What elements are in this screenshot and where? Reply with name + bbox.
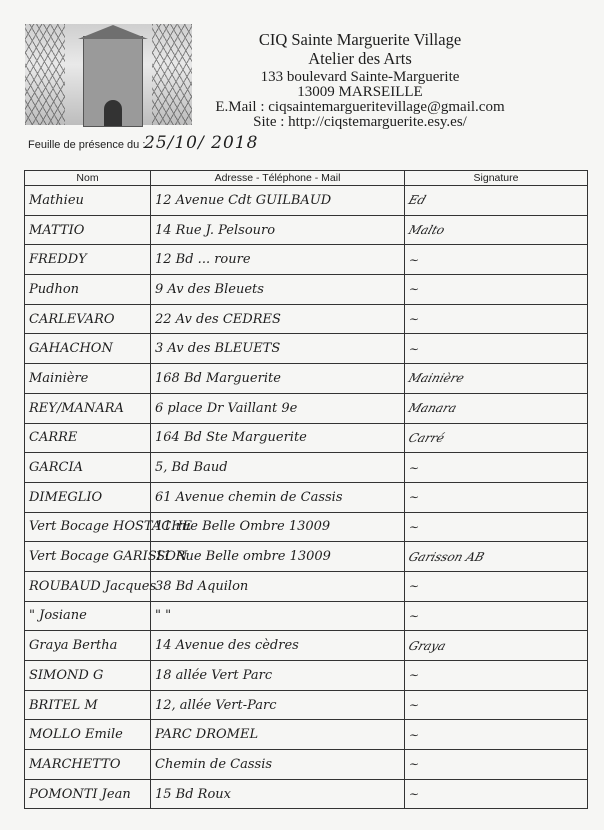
cell-signature [405, 661, 588, 691]
signature-mark: Manara [406, 401, 459, 416]
table-row [25, 245, 588, 275]
table-header-row [25, 171, 588, 186]
table-row [25, 423, 588, 453]
cell-adresse: 168 Bd Marguerite [151, 364, 405, 394]
signature-mark: ~ [406, 312, 422, 327]
table-row [25, 334, 588, 364]
header-subtitle-wrap [200, 50, 520, 68]
attendance-date: 25/10/ 2018 [144, 133, 259, 153]
signature-mark: Ed [406, 193, 428, 208]
cell-nom: MOLLO Emile [25, 720, 151, 750]
cell-adresse: Chemin de Cassis [151, 750, 405, 780]
cell-signature [405, 512, 588, 542]
signature-mark: ~ [406, 668, 422, 683]
table-row [25, 720, 588, 750]
cell-nom: GAHACHON [25, 334, 151, 364]
cell-signature [405, 720, 588, 750]
church-photo [25, 24, 192, 125]
signature-mark: ~ [406, 282, 422, 297]
cell-nom: Graya Bertha [25, 631, 151, 661]
cell-nom: SIMOND G [25, 661, 151, 691]
table-row [25, 631, 588, 661]
signature-mark: Mainière [406, 371, 467, 386]
signature-mark: Carré [406, 430, 447, 445]
cell-nom: GARCIA [25, 453, 151, 483]
col-header-adresse: Adresse - Téléphone - Mail [151, 171, 405, 186]
org-email: E.Mail : ciqsaintemargueritevillage@gmail.com [215, 99, 505, 115]
cell-nom: POMONTI Jean [25, 779, 151, 809]
cell-signature [405, 453, 588, 483]
table-row [25, 779, 588, 809]
table-row [25, 512, 588, 542]
cell-adresse: 6 place Dr Vaillant 9e [151, 393, 405, 423]
signature-mark: ~ [406, 490, 422, 505]
cell-signature [405, 186, 588, 216]
table-row [25, 482, 588, 512]
cell-nom: Mainière [25, 364, 151, 394]
header-site-wrap [200, 114, 520, 130]
church-door [104, 100, 122, 126]
header-city-wrap [200, 84, 520, 100]
cell-nom: Vert Bocage GARISSON [25, 542, 151, 572]
cell-nom: REY/MANARA [25, 393, 151, 423]
cell-signature [405, 245, 588, 275]
cell-signature [405, 750, 588, 780]
cell-nom: CARLEVARO [25, 304, 151, 334]
cell-signature [405, 304, 588, 334]
cell-nom: Pudhon [25, 275, 151, 305]
cell-nom: DIMEGLIO [25, 482, 151, 512]
header-email-wrap [200, 99, 520, 115]
cell-signature [405, 601, 588, 631]
table-row [25, 453, 588, 483]
org-site: Site : http://ciqstemarguerite.esy.es/ [253, 114, 467, 130]
cell-adresse: 12, allée Vert-Parc [151, 690, 405, 720]
cell-adresse: 12 Avenue Cdt GUILBAUD [151, 186, 405, 216]
table-row [25, 690, 588, 720]
signature-mark: ~ [406, 252, 422, 267]
org-subtitle: Atelier des Arts [308, 49, 412, 68]
table-row [25, 215, 588, 245]
cell-adresse: 15 Bd Roux [151, 779, 405, 809]
signature-mark: ~ [406, 787, 422, 802]
signature-mark: ~ [406, 698, 422, 713]
cell-signature [405, 364, 588, 394]
header-address-wrap [200, 69, 520, 85]
table-row [25, 364, 588, 394]
table-row [25, 275, 588, 305]
cell-signature [405, 571, 588, 601]
cell-signature [405, 631, 588, 661]
cell-adresse: 22 Av des CEDRES [151, 304, 405, 334]
cell-adresse: " " [151, 601, 405, 631]
cell-adresse: 11 Rue Belle ombre 13009 [151, 542, 405, 572]
col-header-signature: Signature [405, 171, 588, 186]
cell-nom: ROUBAUD Jacques [25, 571, 151, 601]
table-row [25, 542, 588, 572]
cell-nom: BRITEL M [25, 690, 151, 720]
signature-mark: Graya [406, 638, 448, 653]
cell-adresse: 164 Bd Ste Marguerite [151, 423, 405, 453]
cell-adresse: 9 Av des Bleuets [151, 275, 405, 305]
cell-adresse: 3 Av des BLEUETS [151, 334, 405, 364]
cell-adresse: 14 Avenue des cèdres [151, 631, 405, 661]
table-row [25, 393, 588, 423]
attendance-label: Feuille de présence du : [28, 139, 146, 151]
table-row [25, 601, 588, 631]
table-row [25, 661, 588, 691]
signature-mark: ~ [406, 608, 422, 623]
cell-signature [405, 393, 588, 423]
cell-nom: MATTIO [25, 215, 151, 245]
signature-mark: ~ [406, 579, 422, 594]
cell-adresse: PARC DROMEL [151, 720, 405, 750]
cell-signature [405, 542, 588, 572]
org-city: 13009 MARSEILLE [297, 84, 423, 100]
cell-signature [405, 334, 588, 364]
table-row [25, 571, 588, 601]
cell-adresse: 61 Avenue chemin de Cassis [151, 482, 405, 512]
signature-mark: ~ [406, 757, 422, 772]
table-row [25, 750, 588, 780]
cell-signature [405, 275, 588, 305]
cell-signature [405, 690, 588, 720]
cell-signature [405, 779, 588, 809]
cell-nom: MARCHETTO [25, 750, 151, 780]
cell-signature [405, 482, 588, 512]
cell-signature [405, 215, 588, 245]
church-facade [83, 36, 143, 127]
table-row [25, 304, 588, 334]
signature-mark: ~ [406, 341, 422, 356]
cell-adresse: 12 Bd ... roure [151, 245, 405, 275]
tree-right [152, 24, 192, 125]
cell-nom: CARRE [25, 423, 151, 453]
cell-adresse: 5, Bd Baud [151, 453, 405, 483]
attendance-table [24, 170, 588, 809]
org-address: 133 boulevard Sainte-Marguerite [260, 69, 460, 85]
header-org [200, 31, 520, 49]
signature-mark: Garisson AB [406, 549, 487, 564]
org-name: CIQ Sainte Marguerite Village [258, 30, 462, 49]
cell-adresse: 18 allée Vert Parc [151, 661, 405, 691]
tree-left [25, 24, 65, 125]
col-header-nom: Nom [25, 171, 151, 186]
cell-signature [405, 423, 588, 453]
signature-mark: ~ [406, 460, 422, 475]
table-row [25, 186, 588, 216]
cell-adresse: 11 rue Belle Ombre 13009 [151, 512, 405, 542]
cell-nom: FREDDY [25, 245, 151, 275]
signature-mark: ~ [406, 519, 422, 534]
cell-nom: Mathieu [25, 186, 151, 216]
signature-mark: Malto [406, 223, 447, 238]
cell-adresse: 38 Bd Aquilon [151, 571, 405, 601]
cell-nom: Vert Bocage HOSTACHE [25, 512, 151, 542]
signature-mark: ~ [406, 727, 422, 742]
cell-adresse: 14 Rue J. Pelsouro [151, 215, 405, 245]
cell-nom: " Josiane [25, 601, 151, 631]
